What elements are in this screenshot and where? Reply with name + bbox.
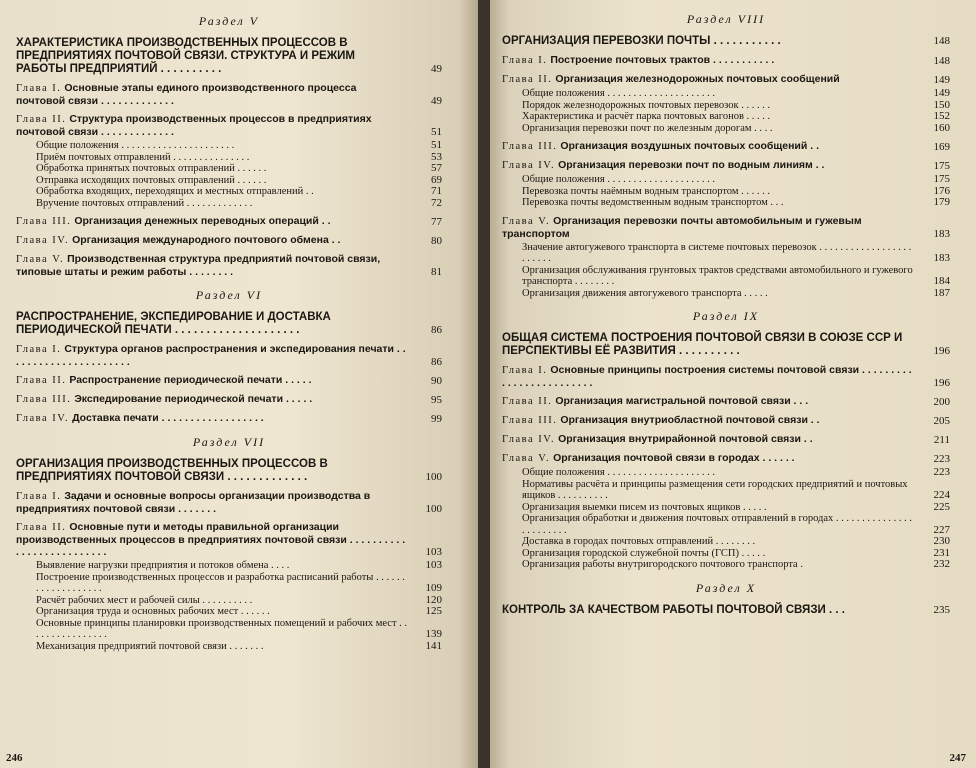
subentry-title: Обработка принятых почтовых отправлений . . . . . . bbox=[36, 163, 267, 174]
subentry bbox=[522, 88, 950, 100]
chapter-label: Глава III. bbox=[16, 216, 72, 227]
chapter-label: Глава I. bbox=[16, 344, 62, 355]
subentry bbox=[522, 265, 950, 288]
page-number: 49 bbox=[431, 95, 442, 107]
page-number: 175 bbox=[933, 160, 950, 172]
chapter-label: Глава II. bbox=[502, 396, 553, 407]
page-number: 125 bbox=[425, 605, 442, 617]
chapter-label: Глава V. bbox=[502, 215, 551, 227]
page-number: 152 bbox=[933, 110, 950, 122]
chapter-entry bbox=[16, 253, 442, 278]
page-number: 187 bbox=[933, 286, 950, 299]
chapter-entry bbox=[16, 490, 442, 515]
page-number: 72 bbox=[431, 196, 442, 209]
subentry-title: Общие положения . . . . . . . . . . . . . . . . . . . . . . bbox=[36, 140, 235, 151]
chapter-label: Глава II. bbox=[16, 522, 67, 533]
subentry-title: Организация труда и основных рабочих мест . . . . . . bbox=[36, 606, 270, 617]
chapter-title: Организация почтовой связи в городах . . . . . . bbox=[553, 452, 795, 464]
page-number: 224 bbox=[933, 489, 950, 501]
page-number: 223 bbox=[933, 453, 950, 465]
subentry-title: Организация работы внутригородского почтового транспорта . bbox=[522, 559, 803, 570]
page-number: 200 bbox=[933, 396, 950, 408]
chapter-title: Организация перевозки почт по водным линиям . . bbox=[558, 159, 825, 171]
section-title: Раздел VI bbox=[195, 288, 263, 302]
chapter-label: Глава III. bbox=[502, 141, 558, 152]
page-number: 53 bbox=[431, 150, 442, 163]
section-title: Раздел VIII bbox=[686, 12, 766, 26]
page-number: 77 bbox=[431, 216, 442, 228]
part-heading-text: ОБЩАЯ СИСТЕМА ПОСТРОЕНИЯ ПОЧТОВОЙ СВЯЗИ В СОЮЗЕ ССР И ПЕРСПЕКТИВЫ ЕЁ РАЗВИТИЯ . . . . . . . . . . bbox=[502, 332, 903, 357]
subentry bbox=[522, 123, 950, 135]
chapter-entry bbox=[16, 215, 442, 228]
chapter-entry bbox=[16, 412, 442, 425]
subentry-title: Приём почтовых отправлений . . . . . . . . . . . . . . . bbox=[36, 151, 250, 163]
subentry-title: Организация обслуживания грунтовых трактов средствами автомобильного и гужевого транспорта . . . . . . . . bbox=[522, 264, 913, 287]
chapter-entry bbox=[16, 82, 442, 107]
subentry bbox=[36, 595, 442, 607]
page-number: 80 bbox=[431, 235, 442, 247]
page-number: 86 bbox=[431, 324, 442, 336]
subentry-title: Общие положения . . . . . . . . . . . . . . . . . . . . . bbox=[522, 88, 715, 99]
subentry bbox=[522, 513, 950, 536]
chapter-label: Глава I. bbox=[16, 83, 62, 94]
page-number: 51 bbox=[431, 126, 442, 138]
page-number: 139 bbox=[425, 628, 442, 640]
page-number: 231 bbox=[933, 546, 950, 559]
chapter-title: Основные этапы единого производственного процесса почтовой связи . . . . . . . . . . . . . bbox=[16, 82, 357, 107]
subentry-title: Характеристика и расчёт парка почтовых вагонов . . . . . bbox=[522, 111, 771, 122]
subentry-title: Общие положения . . . . . . . . . . . . . . . . . . . . . bbox=[522, 467, 715, 478]
chapter-title: Структура производственных процессов в предприятиях почтовой связи . . . . . . . . . . . . . bbox=[16, 113, 372, 138]
subentry bbox=[36, 175, 442, 187]
page-folio: 246 bbox=[6, 752, 23, 764]
part-heading-text: ОРГАНИЗАЦИЯ ПЕРЕВОЗКИ ПОЧТЫ . . . . . . . . . . . bbox=[502, 35, 781, 47]
subentry-title: Перевозка почты наёмным водным транспортом . . . . . . bbox=[522, 185, 770, 197]
chapter-entry bbox=[502, 364, 950, 389]
page-number: 230 bbox=[933, 535, 950, 547]
page-folio: 247 bbox=[949, 752, 966, 764]
subentry-title: Организация движения автогужевого транспорта . . . . . bbox=[522, 287, 768, 299]
subentry bbox=[522, 288, 950, 300]
chapter-entry bbox=[502, 452, 950, 465]
subentry-title: Механизация предприятий почтовой связи . . . . . . . bbox=[36, 640, 264, 652]
subentry bbox=[36, 560, 442, 572]
section-title: Раздел IX bbox=[692, 309, 760, 323]
chapter-title: Организация внутриобластной почтовой связи . . bbox=[560, 414, 820, 426]
page-number: 100 bbox=[425, 471, 442, 483]
subentry-title: Перевозка почты ведомственным водным транспортом . . . bbox=[522, 197, 784, 208]
page-number: 71 bbox=[431, 185, 442, 197]
chapter-label: Глава IV. bbox=[502, 160, 556, 171]
page-number: 100 bbox=[425, 503, 442, 515]
chapter-label: Глава V. bbox=[502, 453, 551, 464]
page-number: 150 bbox=[933, 98, 950, 111]
section-title: Раздел VII bbox=[192, 435, 266, 449]
chapter-entry bbox=[502, 159, 950, 172]
part-heading-text: ОРГАНИЗАЦИЯ ПРОИЗВОДСТВЕННЫХ ПРОЦЕССОВ В ПРЕДПРИЯТИЯХ ПОЧТОВОЙ СВЯЗИ . . . . . . . . . . . . . bbox=[16, 458, 328, 483]
subentry bbox=[522, 559, 950, 571]
page-number: 196 bbox=[933, 345, 950, 357]
page-number: 95 bbox=[431, 394, 442, 406]
subentry-title: Организация обработки и движения почтовых отправлений в городах . . . . . . . . . . . . . . . . . . . . . . . . bbox=[522, 513, 913, 536]
chapter-entry bbox=[502, 73, 950, 86]
subentry bbox=[522, 242, 950, 265]
chapter-entry bbox=[502, 54, 950, 67]
subentry bbox=[36, 641, 442, 653]
page-number: 179 bbox=[933, 196, 950, 208]
part-heading-text: КОНТРОЛЬ ЗА КАЧЕСТВОМ РАБОТЫ ПОЧТОВОЙ СВЯЗИ . . . bbox=[502, 603, 845, 616]
page-number: 223 bbox=[933, 466, 950, 478]
chapter-entry bbox=[502, 433, 950, 446]
section-title: Раздел V bbox=[198, 14, 260, 28]
chapter-entry bbox=[16, 113, 442, 138]
subentry bbox=[522, 174, 950, 186]
chapter-label: Глава V. bbox=[16, 254, 65, 265]
subentry bbox=[36, 163, 442, 175]
right-page bbox=[490, 0, 976, 768]
subentry-title: Общие положения . . . . . . . . . . . . . . . . . . . . . bbox=[522, 174, 715, 185]
subentry-title: Организация перевозки почт по железным дорогам . . . . bbox=[522, 122, 773, 134]
page-number: 141 bbox=[425, 639, 442, 652]
subentry bbox=[522, 502, 950, 514]
subentry bbox=[522, 467, 950, 479]
page-number: 99 bbox=[431, 413, 442, 425]
page-number: 160 bbox=[933, 121, 950, 134]
chapter-label: Глава IV. bbox=[16, 235, 70, 246]
chapter-title: Основные принципы построения системы почтовой связи . . . . . . . . . . . . . . . . . . . . . . . . . bbox=[502, 364, 912, 389]
subentry bbox=[36, 572, 442, 595]
chapter-entry bbox=[16, 343, 442, 368]
page-number: 103 bbox=[425, 546, 442, 558]
page-number: 148 bbox=[933, 35, 950, 47]
chapter-title: Организация перевозки почты автомобильным и гужевым транспортом bbox=[502, 214, 862, 240]
page-number: 175 bbox=[933, 173, 950, 185]
chapter-entry bbox=[16, 234, 442, 247]
subentry-title: Основные принципы планировки производственных помещений и рабочих мест . . . . . . . . . . . . . . . . bbox=[36, 617, 408, 640]
page-number: 169 bbox=[933, 141, 950, 153]
chapter-title: Доставка печати . . . . . . . . . . . . . . . . . . bbox=[72, 412, 264, 424]
page-number: 211 bbox=[933, 434, 950, 446]
page-number: 196 bbox=[933, 377, 950, 389]
chapter-label: Глава II. bbox=[16, 375, 67, 386]
subentry bbox=[522, 548, 950, 560]
page-number: 205 bbox=[933, 415, 950, 427]
chapter-label: Глава I. bbox=[16, 491, 62, 502]
page-number: 120 bbox=[425, 593, 442, 606]
subentry-title: Обработка входящих, переходящих и местных отправлений . . bbox=[36, 186, 314, 197]
subentry bbox=[36, 186, 442, 198]
subentry bbox=[522, 111, 950, 123]
chapter-title: Структура органов распространения и экспедирования печати . . . . . . . . . . . . . . . . . . . . . . bbox=[16, 343, 406, 368]
chapter-entry bbox=[502, 140, 950, 153]
subentry-title: Расчёт рабочих мест и рабочей силы . . . . . . . . . . bbox=[36, 594, 253, 606]
subentry-title: Нормативы расчёта и принципы размещения сети городских предприятий и почтовых ящиков . . . . . . . . . . bbox=[522, 478, 908, 501]
chapter-title: Экспедирование периодической печати . . . . . bbox=[74, 393, 313, 405]
page-number: 90 bbox=[431, 375, 442, 387]
chapter-label: Глава II. bbox=[502, 74, 553, 85]
subentry bbox=[522, 536, 950, 548]
page-number: 103 bbox=[425, 559, 442, 571]
subentry-title: Значение автогужевого транспорта в системе почтовых перевозок . . . . . . . . . . . . . . . . . . . . . . . . bbox=[522, 241, 912, 264]
subentry bbox=[36, 606, 442, 618]
page-number: 184 bbox=[933, 275, 950, 287]
chapter-title: Организация международного почтового обмена . . bbox=[72, 234, 341, 246]
subentry bbox=[36, 618, 442, 641]
subentry bbox=[36, 140, 442, 152]
subentry-title: Вручение почтовых отправлений . . . . . . . . . . . . . bbox=[36, 197, 253, 209]
subentry-title: Организация городской служебной почты (ГСП) . . . . . bbox=[522, 547, 766, 559]
chapter-title: Построение почтовых трактов . . . . . . . . . . . bbox=[550, 54, 775, 66]
chapter-entry bbox=[16, 374, 442, 387]
part-heading bbox=[16, 311, 442, 337]
chapter-title: Организация магистральной почтовой связи . . . bbox=[555, 395, 809, 407]
page-number: 49 bbox=[431, 63, 442, 75]
page-number: 109 bbox=[425, 582, 442, 594]
part-heading-text: ХАРАКТЕРИСТИКА ПРОИЗВОДСТВЕННЫХ ПРОЦЕССОВ В ПРЕДПРИЯТИЯХ ПОЧТОВОЙ СВЯЗИ. СТРУКТУРА И РЕЖИМ РАБОТЫ ПРЕДПРИЯТИЙ . . . . . . . . . . bbox=[16, 37, 355, 75]
page-number: 148 bbox=[933, 55, 950, 67]
part-heading bbox=[16, 458, 442, 484]
chapter-title: Производственная структура предприятий почтовой связи, типовые штаты и режим работы . . . . . . . . bbox=[16, 253, 381, 278]
page-number: 235 bbox=[933, 603, 950, 616]
subentry-title: Порядок железнодорожных почтовых перевозок . . . . . . bbox=[522, 99, 771, 111]
subentry-title: Построение производственных процессов и разработка расписаний работы . . . . . . . . . . . . . . . . . . . bbox=[36, 571, 405, 594]
page-number: 51 bbox=[431, 139, 442, 151]
chapter-label: Глава IV. bbox=[502, 434, 556, 445]
page-number: 232 bbox=[933, 558, 950, 570]
chapter-entry bbox=[16, 393, 442, 406]
chapter-title: Организация железнодорожных почтовых сообщений bbox=[555, 73, 840, 85]
section-title: Раздел X bbox=[695, 580, 757, 595]
subentry bbox=[36, 152, 442, 164]
subentry bbox=[36, 198, 442, 210]
subentry-title: Выявление нагрузки предприятия и потоков обмена . . . . bbox=[36, 560, 290, 571]
subentry bbox=[522, 479, 950, 502]
part-heading bbox=[16, 37, 442, 76]
chapter-entry bbox=[16, 521, 442, 558]
page-number: 69 bbox=[431, 173, 442, 186]
chapter-label: Глава I. bbox=[502, 55, 548, 66]
subentry bbox=[522, 186, 950, 198]
page-number: 149 bbox=[933, 74, 950, 86]
part-heading bbox=[502, 332, 950, 358]
page-number: 149 bbox=[933, 87, 950, 99]
chapter-label: Глава III. bbox=[16, 394, 72, 405]
chapter-label: Глава IV. bbox=[16, 413, 70, 424]
page-number: 183 bbox=[933, 227, 950, 240]
chapter-title: Организация воздушных почтовых сообщений . . bbox=[560, 140, 820, 152]
page-number: 81 bbox=[431, 266, 442, 278]
chapter-label: Глава II. bbox=[16, 114, 67, 125]
chapter-title: Организация внутрирайонной почтовой связи . . bbox=[558, 433, 813, 445]
chapter-title: Основные пути и методы правильной организации производственных процессов в предприятиях почтовой связи . . . . . . . . . . . . . . . . . . . . . . . . . . bbox=[16, 521, 406, 558]
page-number: 86 bbox=[431, 356, 442, 368]
page-number: 57 bbox=[431, 162, 442, 174]
chapter-entry bbox=[502, 395, 950, 408]
chapter-label: Глава I. bbox=[502, 365, 548, 376]
part-heading bbox=[502, 35, 950, 48]
chapter-title: Задачи и основные вопросы организации производства в предприятиях почтовой связи . . . . . . . bbox=[16, 490, 371, 515]
subentry-title: Отправка исходящих почтовых отправлений . . . . . . bbox=[36, 174, 267, 186]
chapter-title: Распространение периодической печати . . . . . bbox=[69, 374, 312, 386]
chapter-entry bbox=[502, 215, 950, 240]
subentry-title: Организация выемки писем из почтовых ящиков . . . . . bbox=[522, 501, 767, 513]
subentry bbox=[522, 197, 950, 209]
part-heading bbox=[502, 604, 950, 617]
chapter-title: Организация денежных переводных операций . . bbox=[74, 215, 331, 227]
page-number: 225 bbox=[933, 500, 950, 513]
subentry bbox=[522, 100, 950, 112]
part-heading-text: РАСПРОСТРАНЕНИЕ, ЭКСПЕДИРОВАНИЕ И ДОСТАВКА ПЕРИОДИЧЕСКОЙ ПЕЧАТИ . . . . . . . . . . . . . . . . . . . . bbox=[16, 311, 331, 336]
page-number: 183 bbox=[933, 252, 950, 264]
subentry-title: Доставка в городах почтовых отправлений . . . . . . . . bbox=[522, 536, 756, 547]
left-page bbox=[0, 0, 478, 768]
chapter-label: Глава III. bbox=[502, 415, 558, 426]
page-number: 227 bbox=[933, 523, 950, 536]
page-number: 176 bbox=[933, 184, 950, 197]
chapter-entry bbox=[502, 414, 950, 427]
